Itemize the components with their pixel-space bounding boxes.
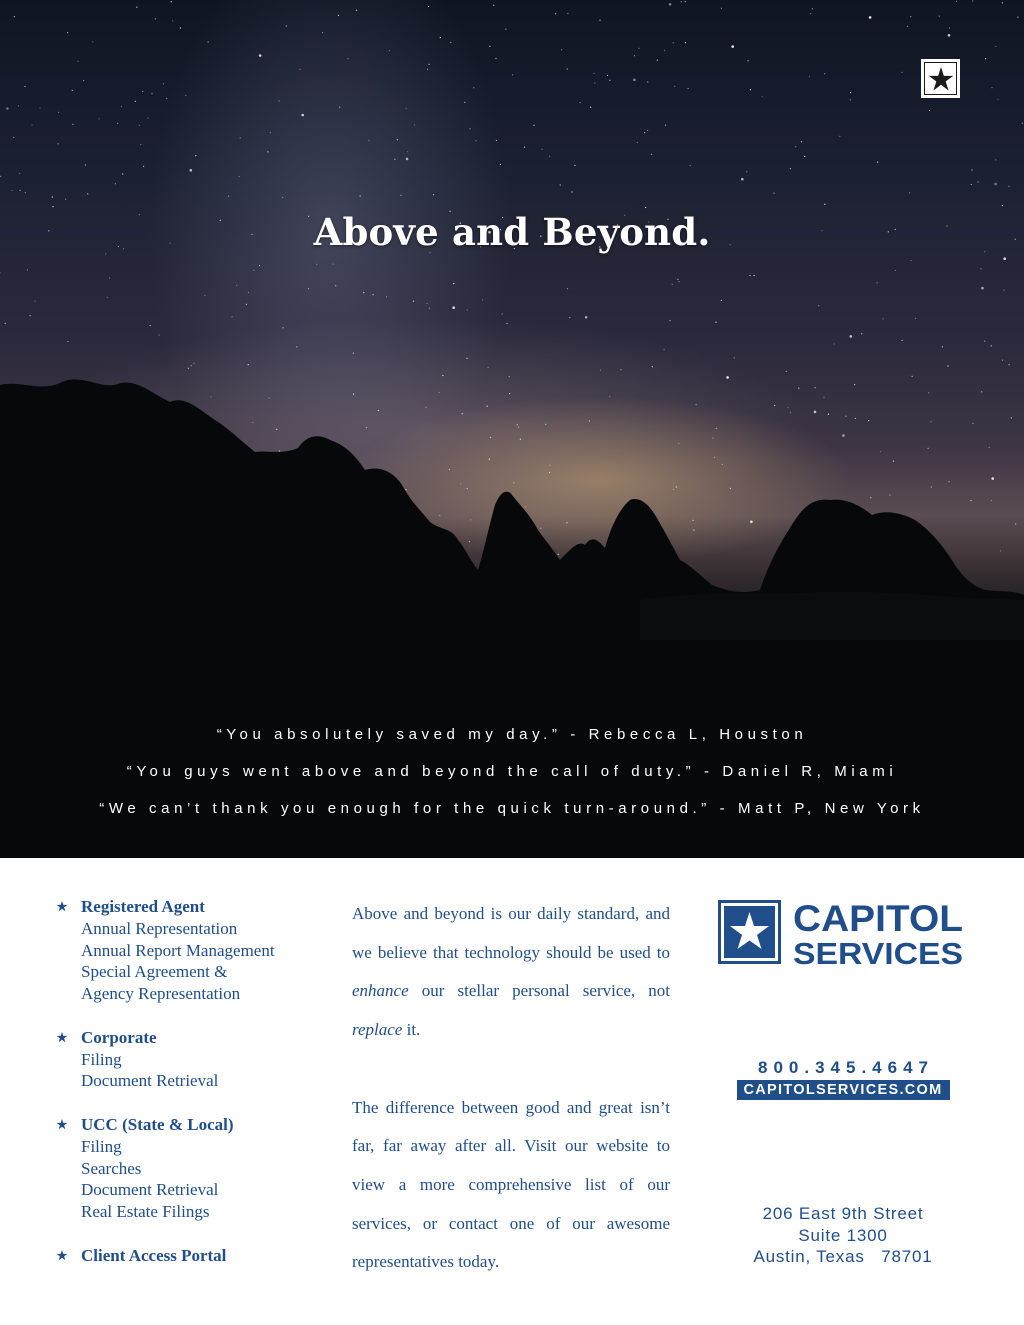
emphasis-replace: replace <box>352 1020 403 1040</box>
hero-headline: Above and Beyond. <box>313 210 711 254</box>
star-badge-icon <box>921 59 960 98</box>
service-item: Filing <box>81 1049 122 1069</box>
service-item: Document Retrieval <box>81 1180 219 1200</box>
services-list <box>56 896 336 1288</box>
service-item: Document Retrieval <box>81 1071 219 1091</box>
star-bullet-icon <box>56 896 68 917</box>
body-paragraph <box>352 895 670 1050</box>
service-title: UCC (State & Local) <box>81 1114 234 1134</box>
service-item: Agency Representation <box>81 984 241 1004</box>
contact-block <box>718 1057 968 1100</box>
website-link[interactable]: CAPITOLSERVICES.COM <box>737 1080 950 1100</box>
capitol-services-logo <box>718 900 968 966</box>
testimonial-quote: “You guys went above and beyond the call of duty.” - Daniel R, Miami <box>126 763 898 780</box>
mailing-address <box>718 1203 968 1268</box>
service-item: Real Estate Filings <box>81 1202 210 1222</box>
service-title: Corporate <box>81 1027 157 1047</box>
address-line: 206 East 9th Street <box>762 1204 924 1223</box>
logo-wordmark-line1: CAPITOL <box>793 900 963 939</box>
address-line: Suite 1300 <box>798 1225 888 1245</box>
body-copy <box>352 895 670 1321</box>
body-text-span: our stellar personal service, not <box>408 981 670 1001</box>
logo-wordmark-line2: SERVICES <box>793 936 963 966</box>
star-bullet-icon <box>56 1114 68 1135</box>
service-item: Searches <box>81 1158 142 1178</box>
body-text-span: it. <box>402 1020 421 1040</box>
service-group-ucc <box>56 1114 336 1223</box>
service-item: Special Agreement & <box>81 962 228 982</box>
address-line: Austin, Texas 78701 <box>753 1247 933 1266</box>
star-bullet-icon <box>56 1027 68 1048</box>
service-group-client-portal <box>56 1245 336 1267</box>
testimonial-quote: “We can’t thank you enough for the quick turn-around.” - Matt P, New York <box>99 800 925 817</box>
service-title: Client Access Portal <box>81 1245 227 1265</box>
service-item: Annual Report Management <box>81 940 275 960</box>
body-text-span: Above and beyond is our daily standard, and we believe that technology should be used to <box>352 904 670 962</box>
star-bullet-icon <box>56 1245 68 1266</box>
testimonials <box>0 724 1024 835</box>
service-item: Annual Representation <box>81 918 238 938</box>
emphasis-enhance: enhance <box>352 981 409 1001</box>
testimonial-quote: “You absolutely saved my day.” - Rebecca L, Houston <box>216 726 808 743</box>
service-item: Filing <box>81 1136 122 1156</box>
service-group-corporate <box>56 1027 336 1092</box>
service-group-registered-agent <box>56 896 336 1005</box>
service-title: Registered Agent <box>81 897 205 916</box>
phone-number[interactable]: 800.345.4647 <box>758 1058 934 1077</box>
body-paragraph: The difference between good and great isn’t far, far away after all. Visit our website to view a more comprehensive list of our services, or contact one of our awesome representatives today. <box>352 1097 670 1272</box>
